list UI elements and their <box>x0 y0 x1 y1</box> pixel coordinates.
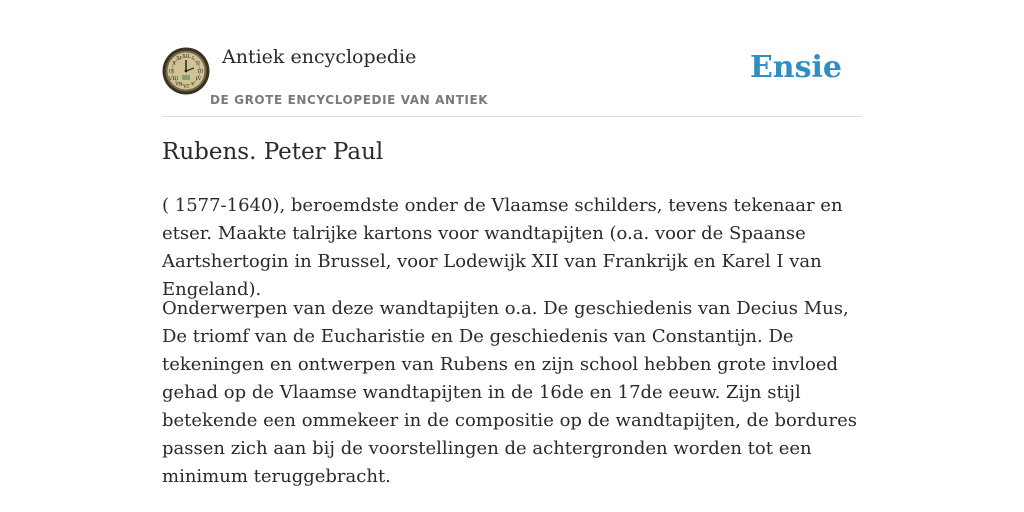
site-subtitle: DE GROTE ENCYCLOPEDIE VAN ANTIEK <box>210 93 489 107</box>
page-title: Rubens. Peter Paul <box>162 139 384 165</box>
page <box>162 0 862 512</box>
svg-text:VII: VII <box>175 81 183 88</box>
svg-text:VIII: VIII <box>168 76 179 82</box>
brand-logo[interactable]: Ensie <box>749 50 842 85</box>
svg-text:XI: XI <box>176 55 182 62</box>
site-title[interactable]: Antiek encyclopedie <box>222 46 417 68</box>
svg-text:X: X <box>172 60 176 67</box>
article-paragraph: Onderwerpen van deze wandtapijten o.a. De geschiedenis van Decius Mus, De triomf van de Eucharistie en De geschiedenis van Constantijn. De tekeningen en ontwerpen van Rubens en zijn school hebben grote invloed gehad op de Vlaamse wandtapijten in de 16de en 17de eeuw. Zijn stijl betekende een ommekeer in de compositie op de wandtapijten, de bordures passen zich aan bij de voorstellingen de achtergronden worden tot een minimum teruggebracht. <box>162 298 858 487</box>
svg-text:VI: VI <box>183 84 189 90</box>
article-paragraph: ( 1577-1640), beroemdste onder de Vlaamse schilders, tevens tekenaar en etser. Maakte talrijke kartons voor wandtapijten (o.a. voor de Spaanse Aartshertogin in Brussel, voor Lodewijk XII van Frankrijk en Karel I van Engeland). <box>162 195 843 300</box>
site-header <box>162 0 862 117</box>
clock-icon[interactable] <box>162 47 210 95</box>
svg-text:V: V <box>191 81 195 88</box>
svg-text:I: I <box>192 55 194 62</box>
svg-text:II: II <box>196 60 200 67</box>
svg-text:IV: IV <box>195 76 202 82</box>
svg-text:IX: IX <box>168 68 175 75</box>
svg-text:III: III <box>197 68 204 75</box>
svg-text:XII: XII <box>182 53 190 60</box>
